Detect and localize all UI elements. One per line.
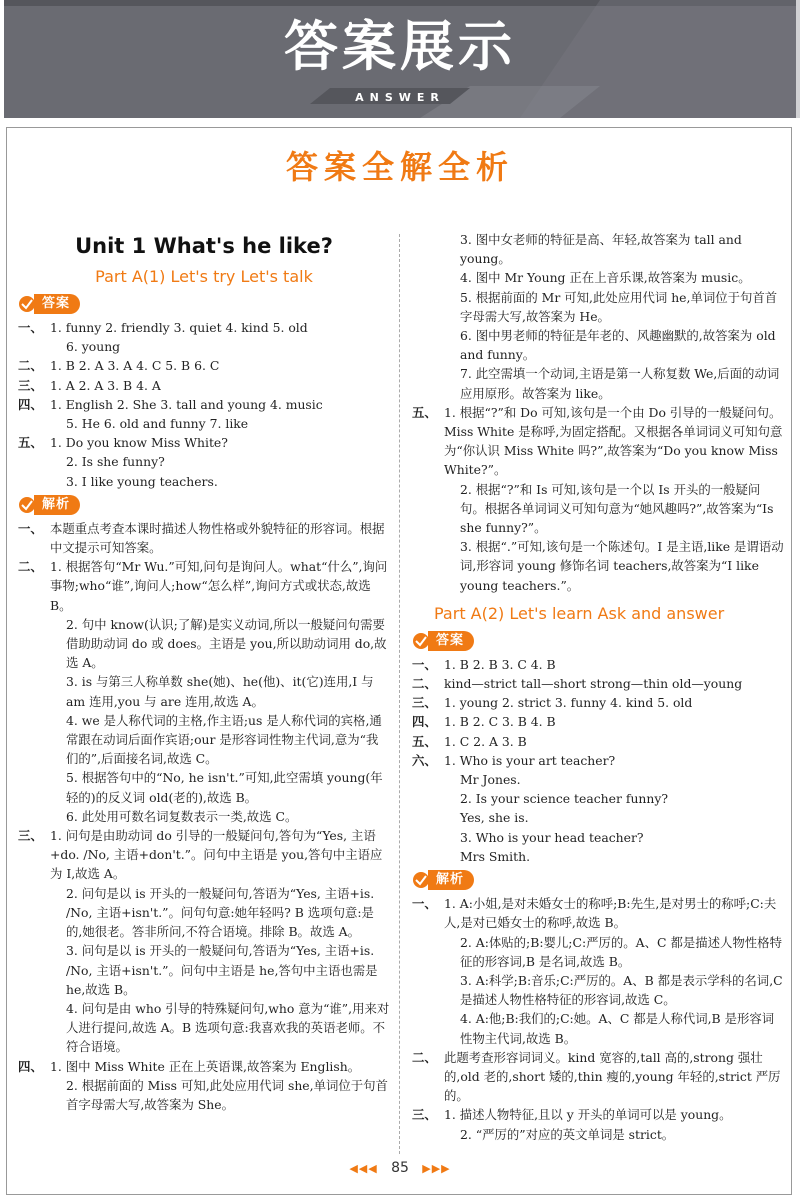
list-item: [18, 318, 390, 337]
list-item: [412, 770, 784, 789]
item-text: 6. 此处用可数名词复数表示一类,故选 C。: [66, 808, 298, 824]
item-text: 5. 根据前面的 Mr 可知,此处应用代词 he,单词位于句首首字母需大写,故答案为 He。: [460, 289, 778, 324]
item-text: 1. B 2. C 3. B 4. B: [444, 714, 556, 730]
list-item: [18, 768, 390, 806]
list-item: [18, 395, 390, 414]
item-number: 四、: [18, 1058, 43, 1074]
page-title: 答案全解全析: [285, 148, 514, 186]
list-item: [18, 826, 390, 884]
item-number: 一、: [412, 896, 437, 912]
item-text: 1. B 2. B 3. C 4. B: [444, 656, 556, 672]
column-divider: [399, 234, 400, 1154]
item-text: 本题重点考查本课时描述人物性格或外貌特征的形容词。根据中文提示可知答案。: [50, 520, 385, 556]
item-text: 3. A:科学;B:音乐;C:严厉的。A、B 都是表示学科的名词,C 是描述人物性格特征的形容词,故选 C。: [460, 972, 783, 1008]
item-text: 2. 问句是以 is 开头的一般疑问句,答语为“Yes, 主语+is. /No, 主语+isn't.”。问句句意:她年轻吗? B 选项句意:是的,她很老。答非所问,不符合语境。排除 B。故选 A。: [66, 885, 375, 940]
list-item: [412, 674, 784, 693]
right-arrows-icon: ▶▶▶: [422, 1162, 451, 1175]
answer-tag: [412, 629, 784, 653]
item-text: 7. 此空需填一个动词,主语是第一人称复数 We,后面的动词应用原形。故答案为 like。: [460, 366, 780, 401]
item-text: 6. 图中男老师的特征是年老的、风趣幽默的,故答案为 old and funny。: [460, 328, 776, 363]
item-text: 3. Who is your head teacher?: [460, 829, 644, 845]
list-item: [18, 711, 390, 769]
item-text: 1. 描述人物特征,且以 y 开头的单词可以是 young。: [444, 1107, 732, 1123]
list-item: [412, 712, 784, 731]
list-item: [412, 480, 784, 538]
item-text: 1. 图中 Miss White 正在上英语课,故答案为 English。: [50, 1058, 361, 1074]
item-text: 3. 图中女老师的特征是高、年轻,故答案为 tall and young。: [460, 232, 742, 267]
item-number: 一、: [18, 320, 43, 335]
item-text: kind—strict tall—short strong—thin old—young: [444, 676, 743, 692]
item-text: 1. English 2. She 3. tall and young 4. music: [50, 396, 323, 412]
item-text: 1. 问句是由助动词 do 引导的一般疑问句,答句为“Yes, 主语+do. /No, 主语+don't.”。问句中主语是 you,答句中主语应为 I,故选 A。: [50, 828, 383, 882]
item-text: 此题考查形容词词义。kind 宽容的,tall 高的,strong 强壮的,old 老的,short 矮的,thin 瘦的,young 年轻的,strict 严厉的。: [444, 1049, 781, 1104]
item-text: 1. 根据“?”和 Do 可知,该句是一个由 Do 引导的一般疑问句。Miss White 是称呼,为固定搭配。又根据各单词词义可知句意为“你认识 Miss White 吗?”,故答案为“Do you know Miss White?”。: [444, 404, 783, 478]
part-title-a2: Part A(2) Let's learn Ask and answer: [434, 603, 725, 623]
page-number: 85: [391, 1160, 409, 1176]
item-number: 五、: [18, 435, 43, 451]
analysis-list-continued: [412, 230, 784, 595]
item-text: 3. 问句是以 is 开头的一般疑问句,答语为“Yes, 主语+is. /No, 主语+isn't.”。问句中主语是 he,答句中主语也需是 he,故选 B。: [66, 943, 378, 997]
item-number: 一、: [412, 656, 437, 672]
item-text: Yes, she is.: [460, 810, 529, 826]
analysis-tag: [18, 493, 390, 517]
list-item: [412, 1009, 784, 1047]
item-text: Mrs Smith.: [460, 848, 531, 864]
item-text: 1. Do you know Miss White?: [50, 435, 228, 451]
list-item: [412, 828, 784, 847]
list-item: [18, 807, 390, 826]
analysis-list: [18, 519, 390, 1114]
list-item: [18, 941, 390, 999]
item-number: 三、: [412, 1107, 437, 1123]
left-arrows-icon: ◀◀◀: [349, 1162, 378, 1175]
list-item: [18, 414, 390, 433]
list-item: [412, 537, 784, 595]
item-number: 五、: [412, 404, 437, 420]
item-text: 1. 根据答句“Mr Wu.”可知,问句是询问人。what“什么”,询问事物;who“谁”,询问人;how“怎么样”,询问方式或状态,故选 B。: [50, 559, 388, 613]
item-text: 2. Is your science teacher funny?: [460, 791, 669, 807]
item-text: 6. young: [66, 339, 121, 355]
item-number: 三、: [18, 828, 43, 844]
item-text: 4. A:他;B:我们的;C:她。A、C 都是人称代词,B 是形容词性物主代词,故选 B。: [460, 1011, 775, 1046]
list-item: [412, 693, 784, 712]
list-item: [412, 971, 784, 1009]
item-text: 1. A:小姐,是对未婚女士的称呼;B:先生,是对男士的称呼;C:夫人,是对已婚女士的称呼,故选 B。: [444, 896, 777, 931]
item-text: 3. 根据“.”可知,该句是一个陈述句。I 是主语,like 是谓语动词,形容词 young 修饰名词 teachers,故答案为“I like young teachers.”。: [460, 539, 784, 593]
item-number: 一、: [18, 520, 43, 536]
list-item: [18, 519, 390, 557]
list-item: [412, 847, 784, 866]
list-item: [412, 1105, 784, 1124]
item-number: 二、: [412, 676, 437, 692]
list-item: [18, 452, 390, 471]
item-text: 3. is 与第三人称单数 she(她)、he(他)、it(它)连用,I 与 am 连用,you 与 are 连用,故选 A。: [66, 674, 374, 709]
item-text: 1. funny 2. friendly 3. quiet 4. kind 5. old: [50, 320, 308, 335]
item-number: 二、: [18, 358, 43, 374]
item-text: 1. A 2. A 3. B 4. A: [50, 377, 161, 393]
list-item: [412, 655, 784, 674]
answer-tag-label: 答案: [428, 631, 474, 651]
list-item: [18, 884, 390, 942]
list-item: [18, 433, 390, 452]
list-item: [18, 615, 390, 673]
item-text: 1. C 2. A 3. B: [444, 733, 527, 749]
item-text: 2. 根据前面的 Miss 可知,此处应用代词 she,单词位于句首首字母需大写,故答案为 She。: [66, 1077, 388, 1112]
list-item: [18, 557, 390, 615]
item-text: 1. B 2. A 3. A 4. C 5. B 6. C: [50, 358, 220, 374]
item-text: 4. 图中 Mr Young 正在上音乐课,故答案为 music。: [460, 270, 751, 286]
list-item: [412, 894, 784, 932]
item-text: 2. 句中 know(认识;了解)是实义动词,所以一般疑问句需要借助助动词 do 或 does。主语是 you,所以助动词用 do,故选 A。: [66, 616, 387, 671]
list-item: [412, 288, 784, 326]
item-text: Mr Jones.: [460, 772, 521, 788]
item-text: 4. we 是人称代词的主格,作主语;us 是人称代词的宾格,通常跟在动词后面作宾语;our 是形容词性物主代词,意为“我们的”,后面接名词,故选 C。: [66, 712, 382, 767]
list-item: [412, 808, 784, 827]
part-title-a1: Part A(1) Let's try Let's talk: [95, 267, 313, 286]
list-item: [412, 230, 784, 268]
banner-subtitle: ANSWER: [355, 91, 445, 104]
list-item: [412, 364, 784, 402]
item-text: 1. Who is your art teacher?: [444, 752, 616, 768]
analysis-tag-label: 解析: [428, 870, 474, 890]
answer-tag: [18, 292, 390, 316]
item-text: 2. Is she funny?: [66, 454, 165, 470]
list-item: [18, 1076, 390, 1114]
list-item: [412, 933, 784, 971]
item-text: 1. young 2. strict 3. funny 4. kind 5. old: [444, 695, 693, 711]
item-number: 三、: [412, 695, 437, 711]
item-number: 四、: [412, 714, 437, 730]
list-item: [18, 672, 390, 710]
list-item: [412, 1125, 784, 1144]
answer-list: [18, 318, 390, 491]
header-banner: [0, 0, 800, 118]
list-item: [412, 732, 784, 751]
banner-title: 答案展示: [284, 15, 516, 78]
item-number: 四、: [18, 396, 43, 412]
answer-tag-label: 答案: [34, 294, 80, 314]
list-item: [412, 268, 784, 287]
list-item: [18, 356, 390, 375]
item-text: 5. 根据答句中的“No, he isn't.”可知,此空需填 young(年轻的)的反义词 old(老的),故选 B。: [66, 770, 383, 805]
list-item: [18, 999, 390, 1057]
item-text: 4. 问句是由 who 引导的特殊疑问句,who 意为“谁”,用来对人进行提问,故选 A。B 选项句意:我喜欢我的英语老师。不符合语境。: [66, 1000, 390, 1055]
item-number: 五、: [412, 733, 437, 749]
list-item: [412, 403, 784, 480]
item-text: 3. I like young teachers.: [66, 473, 218, 489]
analysis-list: [412, 894, 784, 1144]
list-item: [18, 472, 390, 491]
item-number: 二、: [412, 1049, 437, 1065]
list-item: [412, 789, 784, 808]
list-item: [412, 1048, 784, 1106]
list-item: [18, 337, 390, 356]
unit-title: Unit 1 What's he like?: [75, 234, 333, 258]
list-item: [412, 751, 784, 770]
left-column: [18, 230, 390, 1114]
item-text: 2. 根据“?”和 Is 可知,该句是一个以 Is 开头的一般疑问句。根据各单词词义可知句意为“她风趣吗?”,故答案为“Is she funny?”。: [460, 481, 774, 536]
page-footer: [0, 1160, 800, 1176]
list-item: [412, 326, 784, 364]
list-item: [18, 1057, 390, 1076]
analysis-tag: [412, 868, 784, 892]
answer-list: [412, 655, 784, 866]
item-number: 六、: [412, 752, 437, 768]
item-number: 二、: [18, 559, 43, 575]
item-text: 2. “严厉的”对应的英文单词是 strict。: [460, 1126, 675, 1142]
item-text: 5. He 6. old and funny 7. like: [66, 416, 249, 432]
list-item: [18, 376, 390, 395]
item-text: 2. A:体贴的;B:婴儿;C:严厉的。A、C 都是描述人物性格特征的形容词,B 是名词,故选 B。: [460, 934, 782, 969]
item-number: 三、: [18, 377, 43, 393]
right-column: [412, 230, 784, 1144]
analysis-tag-label: 解析: [34, 495, 80, 515]
